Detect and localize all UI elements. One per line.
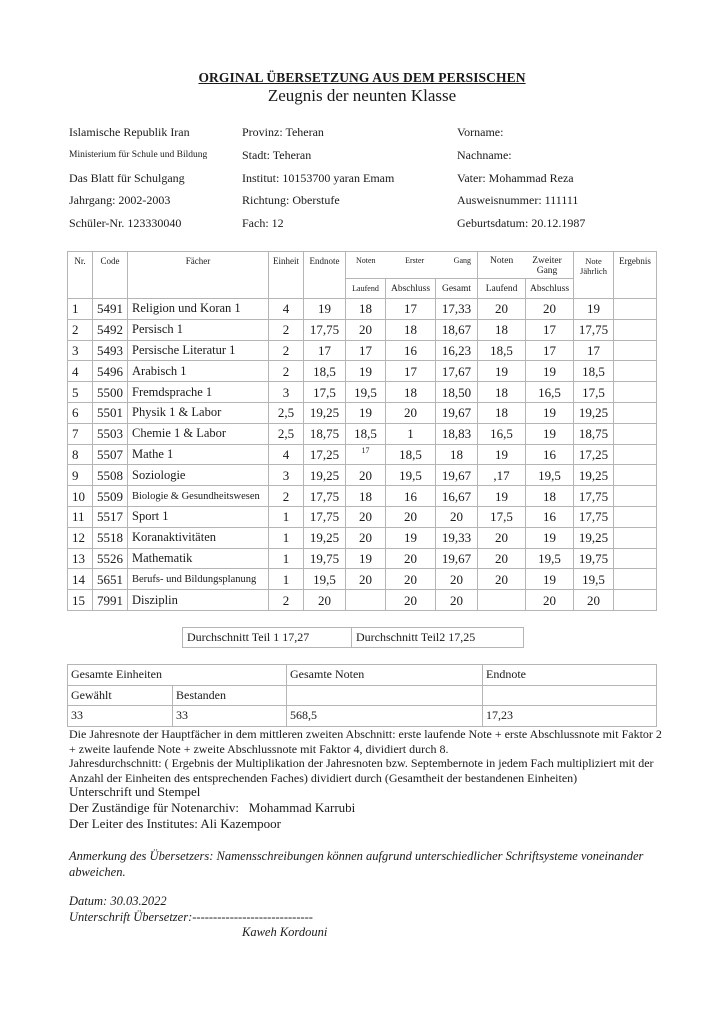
row-subject: Koranaktivitäten — [128, 527, 269, 548]
table-row — [68, 299, 657, 320]
row-subject: Disziplin — [128, 590, 269, 611]
row-result — [614, 465, 657, 486]
row-laufend-1: 20 — [346, 506, 386, 527]
summary-total-units-label: Gesamte Einheiten — [68, 665, 287, 686]
row-gesamt: 20 — [436, 590, 478, 611]
grades-table — [67, 251, 657, 611]
subheader-abschluss-1: Abschluss — [386, 279, 436, 299]
row-gesamt: 19,33 — [436, 527, 478, 548]
translator-remark: Anmerkung des Übersetzers: Namensschreibungen können aufgrund unterschiedlicher Schriftsysteme voneinander abweichen. — [69, 849, 644, 879]
row-laufend-1: 18 — [346, 299, 386, 320]
row-final: 18,5 — [304, 361, 346, 382]
row-final: 17,25 — [304, 444, 346, 465]
row-final: 19,5 — [304, 569, 346, 590]
row-units: 2 — [269, 486, 304, 507]
summary-passed-label: Bestanden — [173, 685, 287, 706]
header-first-term-gang: Gang — [453, 256, 471, 265]
row-code: 5517 — [93, 506, 128, 527]
table-row — [68, 361, 657, 382]
table-row — [68, 527, 657, 548]
row-abschluss-2: 16 — [526, 506, 574, 527]
info-ministry: Ministerium für Schule und Bildung — [69, 150, 208, 160]
row-abschluss-2: 19 — [526, 423, 574, 444]
row-result — [614, 486, 657, 507]
row-abschluss-1: 16 — [386, 340, 436, 361]
row-abschluss-2: 19 — [526, 527, 574, 548]
row-result — [614, 361, 657, 382]
row-result — [614, 423, 657, 444]
row-units: 2,5 — [269, 423, 304, 444]
row-code: 7991 — [93, 590, 128, 611]
row-result — [614, 299, 657, 320]
row-laufend-1: 20 — [346, 569, 386, 590]
row-subject: Berufs- und Bildungsplanung — [128, 569, 269, 590]
row-abschluss-2: 17 — [526, 319, 574, 340]
table-row — [68, 590, 657, 611]
info-province: Provinz: Teheran — [242, 125, 324, 139]
subheader-gesamt: Gesamt — [436, 279, 478, 299]
row-final: 19 — [304, 299, 346, 320]
info-city: Stadt: Teheran — [242, 148, 312, 162]
header-row — [68, 252, 657, 279]
document-title: ORGINAL ÜBERSETZUNG AUS DEM PERSISCHEN — [198, 70, 526, 85]
row-abschluss-2: 19,5 — [526, 548, 574, 569]
row-laufend-1: 17 — [346, 340, 386, 361]
row-abschluss-2: 18 — [526, 486, 574, 507]
row-gesamt: 18,83 — [436, 423, 478, 444]
info-country: Islamische Republik Iran — [69, 125, 190, 139]
row-gesamt: 16,67 — [436, 486, 478, 507]
row-yearly: 19,25 — [574, 465, 614, 486]
row-subject: Arabisch 1 — [128, 361, 269, 382]
row-code: 5518 — [93, 527, 128, 548]
row-laufend-1: 18 — [346, 486, 386, 507]
summary-passed-value: 33 — [173, 706, 287, 727]
header-second-term-gang: Zweiter Gang — [532, 256, 562, 276]
info-direction: Richtung: Oberstufe — [242, 193, 340, 207]
info-year: Jahrgang: 2002-2003 — [69, 193, 171, 207]
row-abschluss-2: 16 — [526, 444, 574, 465]
row-subject: Fremdsprache 1 — [128, 382, 269, 403]
row-code: 5509 — [93, 486, 128, 507]
table-row — [68, 402, 657, 423]
row-result — [614, 319, 657, 340]
row-abschluss-2: 19 — [526, 402, 574, 423]
signature-stamp: Unterschrift und Stempel — [69, 784, 201, 799]
row-laufend-1: 19,5 — [346, 382, 386, 403]
row-nr: 9 — [68, 465, 93, 486]
row-final: 19,25 — [304, 527, 346, 548]
row-gesamt: 20 — [436, 506, 478, 527]
row-code: 5493 — [93, 340, 128, 361]
row-nr: 10 — [68, 486, 93, 507]
row-result — [614, 382, 657, 403]
row-units: 4 — [269, 299, 304, 320]
row-code: 5491 — [93, 299, 128, 320]
explanatory-notes — [69, 727, 669, 785]
row-code: 5501 — [93, 402, 128, 423]
row-final: 17 — [304, 340, 346, 361]
row-final: 19,25 — [304, 465, 346, 486]
row-units: 1 — [269, 569, 304, 590]
table-row — [68, 382, 657, 403]
table-row — [68, 319, 657, 340]
row-yearly: 19,5 — [574, 569, 614, 590]
table-row — [68, 506, 657, 527]
row-units: 1 — [269, 548, 304, 569]
note-yearly-average: Jahresdurchschnitt: ( Ergebnis der Multiplikation der Jahresnoten bzw. Septembernote in jedem Fach multipliziert mit der Anzahl der Einheiten des entsprechenden Faches) dividiert durch (Gesamtheit der bestandenen Einheiten) — [69, 756, 654, 785]
row-final: 18,75 — [304, 423, 346, 444]
summary-empty-1 — [287, 685, 483, 706]
row-laufend-2: 20 — [478, 527, 526, 548]
row-nr: 15 — [68, 590, 93, 611]
info-id-number: Ausweisnummer: 111111 — [457, 193, 579, 207]
summary-empty-2 — [483, 685, 657, 706]
row-gesamt: 19,67 — [436, 402, 478, 423]
row-final: 20 — [304, 590, 346, 611]
row-subject: Physik 1 & Labor — [128, 402, 269, 423]
row-result — [614, 527, 657, 548]
row-abschluss-2: 20 — [526, 299, 574, 320]
subheader-laufend-1: Laufend — [346, 279, 386, 299]
row-abschluss-2: 19 — [526, 361, 574, 382]
row-gesamt: 17,33 — [436, 299, 478, 320]
translator-date-block — [69, 894, 313, 925]
table-row — [68, 465, 657, 486]
row-abschluss-2: 20 — [526, 590, 574, 611]
row-units: 1 — [269, 527, 304, 548]
row-yearly: 17,75 — [574, 486, 614, 507]
row-laufend-2: 18 — [478, 382, 526, 403]
subheader-laufend-2: Laufend — [478, 279, 526, 299]
row-units: 4 — [269, 444, 304, 465]
row-units: 2,5 — [269, 402, 304, 423]
row-units: 2 — [269, 319, 304, 340]
row-laufend-1: 18,5 — [346, 423, 386, 444]
row-gesamt: 18 — [436, 444, 478, 465]
row-laufend-2 — [478, 590, 526, 611]
header-yearly: Note Jährlich — [574, 252, 614, 299]
row-units: 2 — [269, 361, 304, 382]
row-abschluss-1: 20 — [386, 506, 436, 527]
row-nr: 8 — [68, 444, 93, 465]
row-abschluss-1: 16 — [386, 486, 436, 507]
row-laufend-2: 18,5 — [478, 340, 526, 361]
info-sheet: Das Blatt für Schulgang — [69, 171, 185, 185]
row-abschluss-1: 20 — [386, 402, 436, 423]
signature-archive: Der Zuständige für Notenarchiv: Mohammad Karrubi — [69, 800, 356, 815]
header-result: Ergebnis — [614, 252, 657, 299]
row-result — [614, 340, 657, 361]
row-subject: Biologie & Gesundheitswesen — [128, 486, 269, 507]
row-laufend-1: 17 — [346, 444, 386, 465]
document-subtitle: Zeugnis der neunten Klasse — [267, 86, 457, 105]
row-subject: Mathe 1 — [128, 444, 269, 465]
row-final: 17,75 — [304, 486, 346, 507]
row-code: 5500 — [93, 382, 128, 403]
row-nr: 13 — [68, 548, 93, 569]
row-yearly: 17,25 — [574, 444, 614, 465]
row-subject: Soziologie — [128, 465, 269, 486]
info-father: Vater: Mohammad Reza — [457, 171, 574, 185]
row-laufend-1: 19 — [346, 548, 386, 569]
row-units: 2 — [269, 590, 304, 611]
header-second-term — [478, 252, 574, 279]
row-nr: 11 — [68, 506, 93, 527]
row-abschluss-1: 17 — [386, 299, 436, 320]
row-abschluss-2: 16,5 — [526, 382, 574, 403]
average-part-2: Durchschnitt Teil2 17,25 — [352, 628, 524, 648]
header-first-term — [346, 252, 478, 279]
row-subject: Sport 1 — [128, 506, 269, 527]
table-row — [68, 340, 657, 361]
row-final: 17,5 — [304, 382, 346, 403]
info-student-no: Schüler-Nr. 123330040 — [69, 216, 182, 230]
row-laufend-2: 20 — [478, 299, 526, 320]
row-code: 5526 — [93, 548, 128, 569]
row-abschluss-1: 20 — [386, 548, 436, 569]
row-laufend-1 — [346, 590, 386, 611]
row-nr: 12 — [68, 527, 93, 548]
row-laufend-1: 20 — [346, 465, 386, 486]
row-yearly: 20 — [574, 590, 614, 611]
row-abschluss-2: 19 — [526, 569, 574, 590]
row-units: 3 — [269, 382, 304, 403]
row-units: 3 — [269, 465, 304, 486]
row-yearly: 19,25 — [574, 402, 614, 423]
row-yearly: 17,5 — [574, 382, 614, 403]
row-abschluss-1: 20 — [386, 569, 436, 590]
header-final: Endnote — [304, 252, 346, 299]
row-nr: 5 — [68, 382, 93, 403]
row-laufend-2: 20 — [478, 569, 526, 590]
summary-final-value: 17,23 — [483, 706, 657, 727]
row-result — [614, 506, 657, 527]
row-abschluss-1: 18,5 — [386, 444, 436, 465]
row-code: 5651 — [93, 569, 128, 590]
row-gesamt: 20 — [436, 569, 478, 590]
signature-director: Der Leiter des Institutes: Ali Kazempoor — [69, 816, 281, 831]
table-row — [68, 444, 657, 465]
row-nr: 14 — [68, 569, 93, 590]
row-nr: 1 — [68, 299, 93, 320]
table-row — [68, 548, 657, 569]
row-laufend-2: ,17 — [478, 465, 526, 486]
row-code: 5508 — [93, 465, 128, 486]
row-laufend-2: 19 — [478, 486, 526, 507]
translator-date: Datum: 30.03.2022 — [69, 894, 167, 908]
header-code: Code — [93, 252, 128, 299]
row-result — [614, 569, 657, 590]
translator-signature-line: Unterschrift Übersetzer:----------------------------- — [69, 909, 313, 924]
row-subject: Religion und Koran 1 — [128, 299, 269, 320]
info-birthdate: Geburtsdatum: 20.12.1987 — [457, 216, 586, 230]
row-subject: Mathematik — [128, 548, 269, 569]
summary-table — [67, 664, 657, 727]
header-first-term-noten: Noten — [356, 256, 376, 265]
row-code: 5492 — [93, 319, 128, 340]
summary-total-grades-label: Gesamte Noten — [287, 665, 483, 686]
row-laufend-1: 20 — [346, 527, 386, 548]
row-yearly: 19 — [574, 299, 614, 320]
table-row — [68, 423, 657, 444]
row-code: 5503 — [93, 423, 128, 444]
row-result — [614, 548, 657, 569]
header-units: Einheit — [269, 252, 304, 299]
header-subjects: Fächer — [128, 252, 269, 299]
row-laufend-2: 17,5 — [478, 506, 526, 527]
table-row — [68, 569, 657, 590]
summary-chosen-label: Gewählt — [68, 685, 173, 706]
row-nr: 7 — [68, 423, 93, 444]
row-subject: Persische Literatur 1 — [128, 340, 269, 361]
translator-name: Kaweh Kordouni — [242, 925, 328, 939]
header-second-term-noten: Noten — [490, 256, 514, 266]
row-units: 2 — [269, 340, 304, 361]
row-abschluss-1: 18 — [386, 382, 436, 403]
summary-chosen-value: 33 — [68, 706, 173, 727]
row-result — [614, 402, 657, 423]
info-institute: Institut: 10153700 yaran Emam — [242, 171, 395, 185]
row-subject: Chemie 1 & Labor — [128, 423, 269, 444]
row-result — [614, 590, 657, 611]
row-gesamt: 19,67 — [436, 548, 478, 569]
header-first-term-erster: Erster — [405, 256, 425, 265]
summary-total-grades-value: 568,5 — [287, 706, 483, 727]
row-laufend-1: 19 — [346, 402, 386, 423]
row-gesamt: 18,67 — [436, 319, 478, 340]
row-abschluss-1: 18 — [386, 319, 436, 340]
row-gesamt: 18,50 — [436, 382, 478, 403]
row-nr: 2 — [68, 319, 93, 340]
row-laufend-2: 20 — [478, 548, 526, 569]
row-laufend-2: 18 — [478, 319, 526, 340]
row-yearly: 17 — [574, 340, 614, 361]
row-gesamt: 16,23 — [436, 340, 478, 361]
row-gesamt: 19,67 — [436, 465, 478, 486]
row-gesamt: 17,67 — [436, 361, 478, 382]
row-code: 5507 — [93, 444, 128, 465]
signature-block — [69, 784, 355, 832]
row-laufend-1: 20 — [346, 319, 386, 340]
info-subject-no: Fach: 12 — [242, 216, 284, 230]
row-final: 17,75 — [304, 319, 346, 340]
row-yearly: 18,5 — [574, 361, 614, 382]
header-nr: Nr. — [68, 252, 93, 299]
row-abschluss-2: 17 — [526, 340, 574, 361]
info-first-name: Vorname: — [457, 125, 504, 139]
row-result — [614, 444, 657, 465]
row-yearly: 19,25 — [574, 527, 614, 548]
row-laufend-2: 19 — [478, 361, 526, 382]
row-code: 5496 — [93, 361, 128, 382]
row-subject: Persisch 1 — [128, 319, 269, 340]
row-yearly: 18,75 — [574, 423, 614, 444]
table-row — [68, 486, 657, 507]
row-nr: 6 — [68, 402, 93, 423]
row-laufend-2: 19 — [478, 444, 526, 465]
row-nr: 3 — [68, 340, 93, 361]
row-laufend-2: 16,5 — [478, 423, 526, 444]
row-nr: 4 — [68, 361, 93, 382]
info-last-name: Nachname: — [457, 148, 512, 162]
row-yearly: 19,75 — [574, 548, 614, 569]
averages-table — [182, 627, 524, 648]
row-abschluss-2: 19,5 — [526, 465, 574, 486]
row-abschluss-1: 19 — [386, 527, 436, 548]
summary-final-label: Endnote — [483, 665, 657, 686]
row-abschluss-1: 20 — [386, 590, 436, 611]
subheader-abschluss-2: Abschluss — [526, 279, 574, 299]
row-final: 19,75 — [304, 548, 346, 569]
average-part-1: Durchschnitt Teil 1 17,27 — [183, 628, 352, 648]
row-laufend-1: 19 — [346, 361, 386, 382]
row-abschluss-1: 1 — [386, 423, 436, 444]
row-final: 19,25 — [304, 402, 346, 423]
row-abschluss-1: 17 — [386, 361, 436, 382]
row-abschluss-1: 19,5 — [386, 465, 436, 486]
row-final: 17,75 — [304, 506, 346, 527]
note-yearly-grade: Die Jahresnote der Hauptfächer in dem mittleren zweiten Abschnitt: erste laufende Note + erste Abschlussnote mit Faktor 2 + zweite laufende Note + zweite Abschlussnote mit Faktor 4, dividiert durch 8. — [69, 727, 662, 756]
row-units: 1 — [269, 506, 304, 527]
row-yearly: 17,75 — [574, 506, 614, 527]
row-yearly: 17,75 — [574, 319, 614, 340]
row-laufend-2: 18 — [478, 402, 526, 423]
